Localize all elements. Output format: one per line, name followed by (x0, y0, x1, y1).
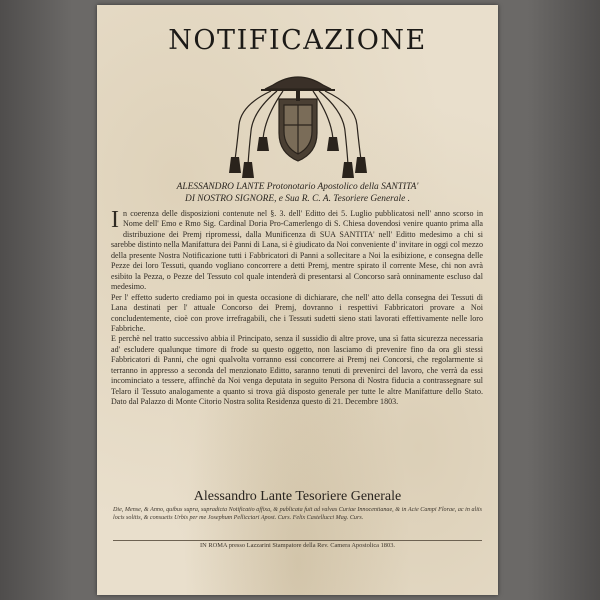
document-sheet (97, 5, 498, 595)
divider-rule (113, 540, 482, 541)
coat-of-arms-icon (221, 65, 375, 180)
issuer-line-2: DI NOSTRO SIGNORE, e Sua R. C. A. Tesoriere Generale . (185, 194, 410, 204)
paragraph-1 (111, 209, 483, 293)
issuer-header (117, 181, 478, 205)
paragraph-2: Per l' effetto suderto crediamo poi in questa occasione di dichiarare, che nell' atto della consegna dei Tessuti di Lana destinati per l' attuale Concorso dei Premj, dovranno i respettivi Fabbricatori provare a Noi concludentemente, cioè con prove irrefragabili, che i Tessuti sudetti sieno stati lavorati effettivamente nelle loro Fabbriche. (111, 292, 483, 333)
document-title: NOTIFICAZIONE (168, 25, 427, 56)
drop-cap: I (111, 207, 119, 233)
issuer-line-1: ALESSANDRO LANTE Protonotario Apostolico della SANTITA' (176, 182, 419, 192)
signature-line: Alessandro Lante Tesoriere Generale (193, 489, 402, 504)
printer-imprint: IN ROMA presso Lazzarini Stampatore della Rev. Camera Apostolica 1803. (200, 542, 395, 549)
paragraph-1-text: n coerenza delle disposizioni contenute nel §. 3. dell' Editto dei 5. Luglio pubblicatosi nell' anno scorso in Nome dell' Emo e Rmo Sig. Cardinal Doria Pro-Camerlengo di S. Chiesa dovendosi venire quanto prima alla distribuzione dei Premj ripromessi, dalla Munificenza di SUA SANTITA' nell' Editto medesimo a chi si sarebbe distinto nella Manifattura dei Panni di Lana, si è giudicato da Noi conveniente d' invitare in oggi col mezzo della presente Nostra Notificazione tutti i Fabbricatori di Panni a sollecitare a Noi la esibizione, e consegna delle Pezze dei loro Tessuti, quando vogliano concorrere a detti Premj, mentre spirato il corrente Mese, chi non avrà esibito la Pezza, o Pezze del Tessuto col quale intenderà di presentarsi al Concorso sarà onninamente escluso dal medesimo. (111, 209, 483, 292)
posting-decree: Die, Mense, & Anno, quibus supra, supradicta Notificatio affixa, & publicata fuit ad valvas Curiae Innocentianae, & in Acie Campi Florae, ac in aliis locis solitis, & consuetis Urbis per me Josephum Pellicciari Apost. Curs. Felix Castellucci Mag. Curs. (113, 507, 482, 521)
paragraph-3: E perchè nel tratto successivo abbia il Principato, senza il sussidio di altre prove, una sì fatta sicurezza necessaria ad' escludere qualunque timore di frode su questo oggetto, non lasciamo di prevenire fino da ora gli stessi Fabbricatori di Panni, che ogni qualvolta vorranno essi concorrere ai Premj nei Concorsi, che regolarmente si terranno in appresso a seconda del menzionato Editto, saranno tenuti di prevenirci del lavoro, che verrà da essi incominciato a tessere, affinchè da Noi venga deputata in seguito Persona di Nostra fiducia a contrassegnare sul Telaro il Tessuto analogamente a quanto si trova già disposto generale per tutte le altre Manifatture dello Stato. Dato dal Palazzo di Monte Citorio Nostra solita Residenza questo dì 21. Decembre 1803. (111, 334, 483, 407)
notice-body (111, 209, 483, 408)
